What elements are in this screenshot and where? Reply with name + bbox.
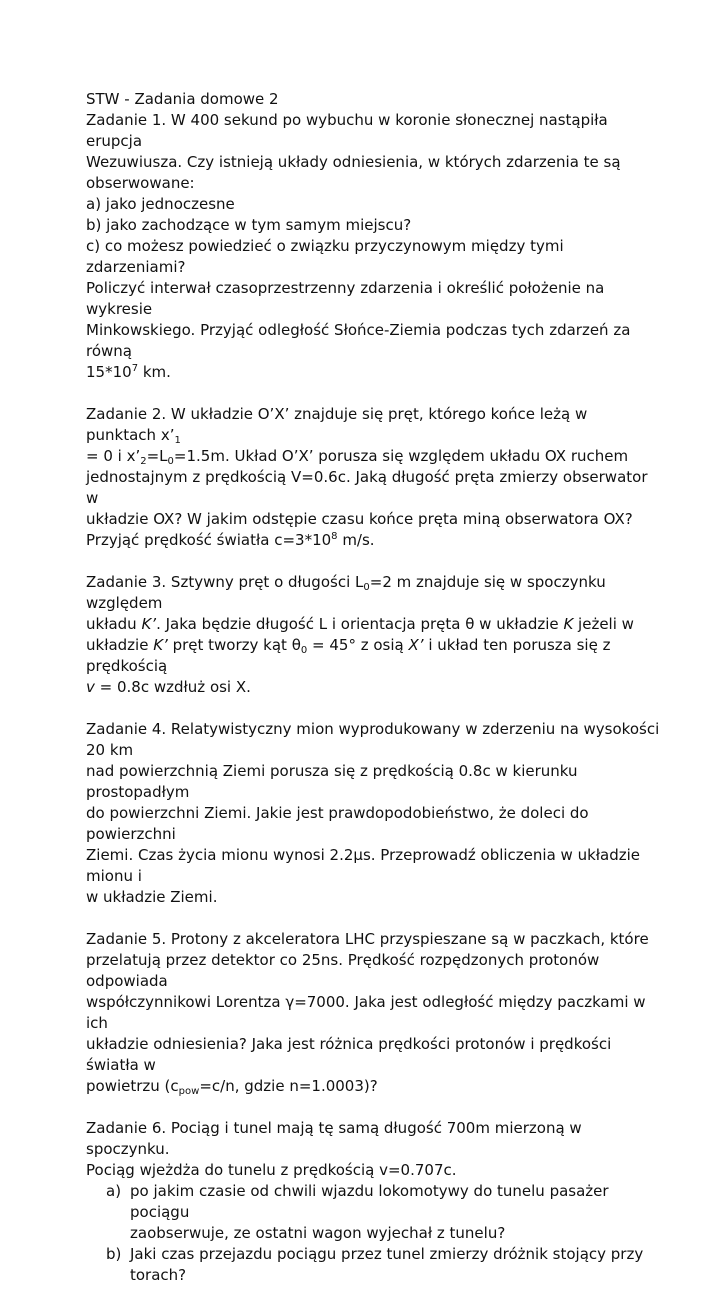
task-1-item-c: c) co możesz powiedzieć o związku przyczynowym między tymi zdarzeniami? [86, 237, 564, 276]
task-5-line-2: przelatują przez detektor co 25ns. Prędkość rozpędzonych protonów odpowiada [86, 951, 600, 990]
task-6-item-b-line-2: torach? [130, 1266, 187, 1284]
task-1-item-a: a) jako jednoczesne [86, 195, 235, 213]
task-3-frame-k: K [563, 615, 574, 633]
task-1-line-1: Zadanie 1. W 400 sekund po wybuchu w koronie słonecznej nastąpiła erupcja [86, 111, 608, 150]
task-1-line-9 [86, 362, 661, 383]
task-2-line-1 [86, 404, 661, 446]
task-1-line-8: Minkowskiego. Przyjąć odległość Słońce-Ziemia podczas tych zdarzeń za równą [86, 321, 631, 360]
task-1-item-b: b) jako zachodzące w tym samym miejscu? [86, 216, 412, 234]
task-3-line-2 [86, 614, 661, 635]
task-3-velocity-symbol: v [86, 678, 95, 696]
task-3-frame-k-prime: K’ [141, 615, 157, 633]
task-6-item-a-line-2: zaobserwuje, ze ostatni wagon wyjechał z tunelu? [130, 1224, 506, 1242]
task-2-line-2-part-a: = 0 i x’ [86, 447, 141, 465]
task-1-distance-unit: km. [138, 363, 171, 381]
task-4 [86, 719, 661, 908]
task-3 [86, 572, 661, 698]
task-3-line-3 [86, 635, 661, 677]
task-6-item-b-line-1: Jaki czas przejazdu pociągu przez tunel zmierzy dróżnik stojący przy [130, 1245, 644, 1263]
task-3-line-1-part-b: =2 m znajduje się w spoczynku względem [86, 573, 606, 612]
task-2-speed-text: Przyjąć prędkość światła c=3*10 [86, 531, 332, 549]
task-1-line-7: Policzyć interwał czasoprzestrzenny zdarzenia i określić położenie na wykresie [86, 279, 605, 318]
task-3-line-2-part-c: jeżeli w [573, 615, 634, 633]
task-3-line-4 [86, 677, 661, 698]
task-4-line-2: nad powierzchnią Ziemi porusza się z prędkością 0.8c w kierunku prostopadłym [86, 762, 578, 801]
task-2-l0-subscript: 0 [167, 456, 174, 467]
task-2-line-4: układzie OX? W jakim odstępie czasu końce pręta miną obserwatora OX? [86, 510, 633, 528]
document-body [86, 89, 661, 1307]
task-5-cpow-subscript: pow [178, 1086, 200, 1097]
task-1-distance-exponent: 7 [131, 363, 139, 374]
task-6-subitems [86, 1181, 661, 1286]
task-2-line-1-text: Zadanie 2. W układzie O’X’ znajduje się pręt, którego końce leżą w punktach x’ [86, 405, 588, 444]
task-4-line-3: do powierzchni Ziemi. Jakie jest prawdopodobieństwo, że doleci do powierzchni [86, 804, 589, 843]
task-1-line-2: Wezuwiusza. Czy istnieją układy odniesienia, w których zdarzenia te są [86, 153, 621, 171]
task-6-item-a-line-1: po jakim czasie od chwili wjazdu lokomotywy do tunelu pasażer pociągu [130, 1182, 609, 1221]
task-3-line-4-text: = 0.8c wzdłuż osi X. [94, 678, 251, 696]
task-2-line-5 [86, 530, 661, 551]
task-5 [86, 929, 661, 1097]
task-5-line-1: Zadanie 5. Protony z akceleratora LHC przyspieszane są w paczkach, które [86, 930, 649, 948]
task-3-frame-k-prime-2: K’ [153, 636, 168, 654]
task-5-line-3: współczynnikowi Lorentza γ=7000. Jaka jest odległość między paczkami w ich [86, 993, 646, 1032]
task-2-speed-unit: m/s. [337, 531, 375, 549]
task-3-line-3-part-c: = 45° z osią [307, 636, 409, 654]
document-title: STW - Zadania domowe 2 [86, 90, 279, 108]
task-5-line-5 [86, 1076, 661, 1097]
task-2-line-2 [86, 446, 661, 467]
task-2 [86, 404, 661, 551]
task-3-line-3-part-b: pręt tworzy kąt θ [167, 636, 301, 654]
task-3-l0-subscript: 0 [363, 582, 370, 593]
task-2-line-3: jednostajnym z prędkością V=0.6c. Jaką długość pręta zmierzy obserwator w [86, 468, 648, 507]
task-1-distance-base: 15*10 [86, 363, 132, 381]
task-3-line-2-part-a: układu [86, 615, 142, 633]
task-6-item-a-marker: a) [106, 1182, 122, 1200]
task-6-item-b-marker: b) [106, 1245, 122, 1263]
task-1 [86, 110, 661, 383]
task-6-item-b [86, 1244, 661, 1286]
task-6-line-1: Zadanie 6. Pociąg i tunel mają tę samą długość 700m mierzoną w spoczynku. [86, 1119, 582, 1158]
task-4-line-4: Ziemi. Czas życia mionu wynosi 2.2μs. Przeprowadź obliczenia w układzie mionu i [86, 846, 641, 885]
task-3-line-3-part-d: i układ ten porusza się z prędkością [86, 636, 611, 675]
task-5-line-5-part-a: powietrzu (c [86, 1077, 179, 1095]
task-4-line-1: Zadanie 4. Relatywistyczny mion wyprodukowany w zderzeniu na wysokości 20 km [86, 720, 660, 759]
task-4-line-5: w układzie Ziemi. [86, 888, 218, 906]
task-3-line-1-part-a: Zadanie 3. Sztywny pręt o długości L [86, 573, 364, 591]
task-6-line-2: Pociąg wjeżdża do tunelu z prędkością v=0.707c. [86, 1161, 457, 1179]
task-5-line-4: układzie odniesienia? Jaka jest różnica prędkości protonów i prędkości światła w [86, 1035, 612, 1074]
task-3-line-3-part-a: układzie [86, 636, 154, 654]
task-2-line-2-part-b: =L [146, 447, 168, 465]
task-3-theta0-subscript: 0 [300, 645, 308, 656]
task-2-x2-subscript: 2 [140, 456, 147, 467]
task-6-item-a [86, 1181, 661, 1244]
task-3-line-2-part-b: . Jaka będzie długość L i orientacja pręta θ w układzie [156, 615, 564, 633]
task-6 [86, 1118, 661, 1286]
task-2-line-2-part-c: =1.5m. Układ O’X’ porusza się względem układu OX ruchem [173, 447, 629, 465]
task-1-line-3: obserwowane: [86, 174, 195, 192]
task-2-speed-exponent: 8 [331, 531, 338, 542]
task-3-axis-x-prime: X’ [408, 636, 424, 654]
task-3-line-1 [86, 572, 661, 614]
task-5-line-5-part-b: =c/n, gdzie n=1.0003)? [199, 1077, 378, 1095]
task-2-x1-subscript: 1 [174, 435, 181, 446]
